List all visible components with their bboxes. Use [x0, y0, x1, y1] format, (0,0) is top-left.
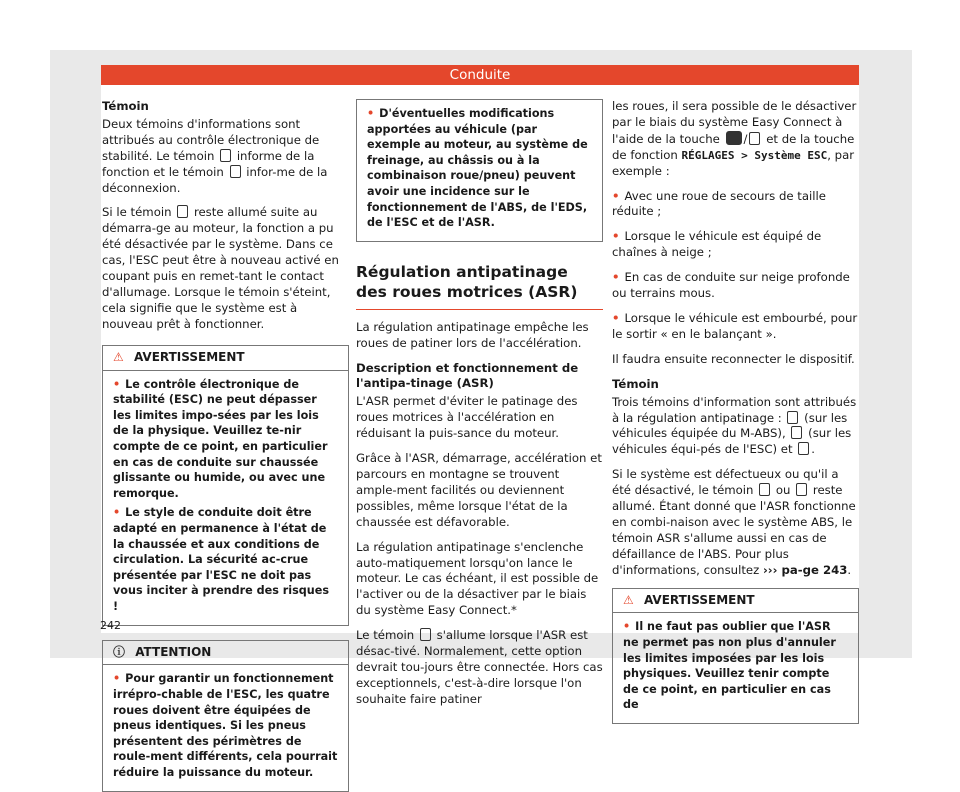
warning-triangle-icon: ⚠ [113, 349, 124, 364]
subheading: Description et fonctionnement de l'antipa-tinage (ASR) [356, 360, 579, 391]
paragraph: Il faudra ensuite reconnecter le dispositif. [612, 351, 855, 366]
page-reference-link[interactable]: ››› pa-ge 243 [762, 562, 848, 577]
menu-icon [749, 132, 760, 145]
esc-off-icon [230, 165, 241, 178]
list-item: • Le style de conduite doit être adapté en permanence à l'état de la chaussée et aux conditions de circulation. La sécurité ac-crue présentée par l'ESC ne doit pas vous inciter à prendre des risques ! [113, 505, 338, 614]
paragraph: Si le système est défectueux ou qu'il a été désactivé, le témoin ou reste allumé. Étant donné que l'ASR fonctionne en combi-naison avec le système ABS, le témoin ASR s'allume aussi en cas de défaillance de l'ABS. Pour plus d'informations, consultez ››› pa-ge 243. [612, 467, 856, 577]
warning-header: ⚠ AVERTISSEMENT [613, 589, 858, 614]
esc-car-skid-icon [220, 149, 231, 162]
warning-box [612, 588, 859, 724]
column-1 [102, 99, 349, 792]
column-3 [612, 99, 859, 724]
paragraph: La régulation antipatinage s'enclenche auto-matiquement lorsqu'on lance le moteur. Le cas échéant, il est possible de l'activer ou de la désactiver par le biais du système Easy Connect.* [356, 539, 599, 618]
list-item: • D'éventuelles modifications apportées au véhicule (par exemple au moteur, au système de freinage, au châssis ou à la combinaison roue/pneu) peuvent avoir une incidence sur le fonctionnement de l'ABS, de l'EDS, de l'ESC et de l'ASR. [367, 106, 592, 231]
page-header: Conduite [101, 65, 859, 85]
page-number: 242 [100, 619, 121, 632]
section-title: Régulation antipatinage des roues motrices (ASR) [356, 262, 603, 310]
paragraph: L'ASR permet d'éviter le patinage des roues motrices à l'accélération en réduisant la puis-sance du moteur. [356, 394, 578, 441]
warning-triangle-icon: ⚠ [623, 592, 634, 607]
paragraph: Trois témoins d'information sont attribués à la régulation antipatinage : (sur les véhicules équipée du M-ABS), (sur les véhicules équi-pés de l'ESC) et . [612, 394, 857, 457]
esc-car-skid-icon [177, 205, 188, 218]
asr-icon [420, 628, 431, 641]
car-button-icon [726, 131, 742, 145]
esc-car-skid-icon [791, 426, 802, 439]
heading-temoin: Témoin [102, 99, 149, 113]
list-item: • Lorsque le véhicule est embourbé, pour le sortir « en le balançant ». [612, 311, 859, 343]
heading-temoin: Témoin [612, 376, 659, 391]
paragraph: Grâce à l'ASR, démarrage, accélération et parcours en montagne se trouvent ample-ment facilités ou deviennent possibles, même lorsque l'état de la chaussée est défavorable. [356, 451, 602, 529]
paragraph: Le témoin s'allume lorsque l'ASR est désac-tivé. Normalement, cette option devrait tou-jours être connectée. Hors cas exceptionnels, c'est-à-dire lorsque l'on souhaite faire patiner [356, 628, 603, 706]
list-item: • Le contrôle électronique de stabilité (ESC) ne peut dépasser les limites impo-sées par les lois de la physique. Veuillez te-nir compte de ce point, en particulier en cas de conduite sur chaussée glissante ou humide, ou avec une remorque. [113, 377, 338, 502]
paragraph: Si le témoin reste allumé suite au démarra-ge au moteur, la fonction a pu été désactivée par le système. Dans ce cas, l'ESC peut être à nouveau activé en coupant puis en remet-tant le contact d'allumage. Lorsque le témoin s'éteint, cela signifie que le système est à nouveau prêt à fonctionner. [102, 205, 339, 331]
asr-icon [787, 411, 798, 424]
column-2 [356, 99, 603, 717]
list-item: • Lorsque le véhicule est équipé de chaînes à neige ; [612, 229, 859, 261]
attention-header: ⓘ ATTENTION [103, 641, 348, 666]
asr-icon [796, 483, 807, 496]
menu-path: RÉGLAGES > Système ESC [681, 148, 828, 162]
info-circle-icon: ⓘ [113, 644, 126, 659]
warning-header: ⚠ AVERTISSEMENT [103, 346, 348, 371]
list-item: • Avec une roue de secours de taille réduite ; [612, 189, 859, 221]
warning-box-continued [356, 99, 603, 242]
list-item: • Il ne faut pas oublier que l'ASR ne permet pas non plus d'annuler les limites imposées par les lois physiques. Veuillez tenir compte de ce point, en particulier en cas de [623, 619, 848, 713]
paragraph: Deux témoins d'informations sont attribués au contrôle électronique de stabilité. Le témoin informe de la fonction et le témoin infor-me de la déconnexion. [102, 116, 328, 195]
asr-off-icon [798, 442, 809, 455]
paragraph: La régulation antipatinage empêche les roues de patiner lors de l'accélération. [356, 319, 589, 350]
list-item: • En cas de conduite sur neige profonde ou terrains mous. [612, 270, 859, 302]
esc-car-skid-icon [759, 483, 770, 496]
list-item: • Pour garantir un fonctionnement irrépro-chable de l'ESC, les quatre roues doivent être équipées de pneus identiques. Si les pneus présentent des périmètres de roule-ment différents, cela pourrait réduire la puissance du moteur. [113, 671, 338, 780]
attention-box [102, 640, 349, 792]
warning-box [102, 345, 349, 626]
paragraph: les roues, il sera possible de le désactiver par le biais du système Easy Connect à l'aide de la touche / et de la touche de fonction RÉGLAGES > Système ESC, par exemple : [612, 99, 857, 178]
